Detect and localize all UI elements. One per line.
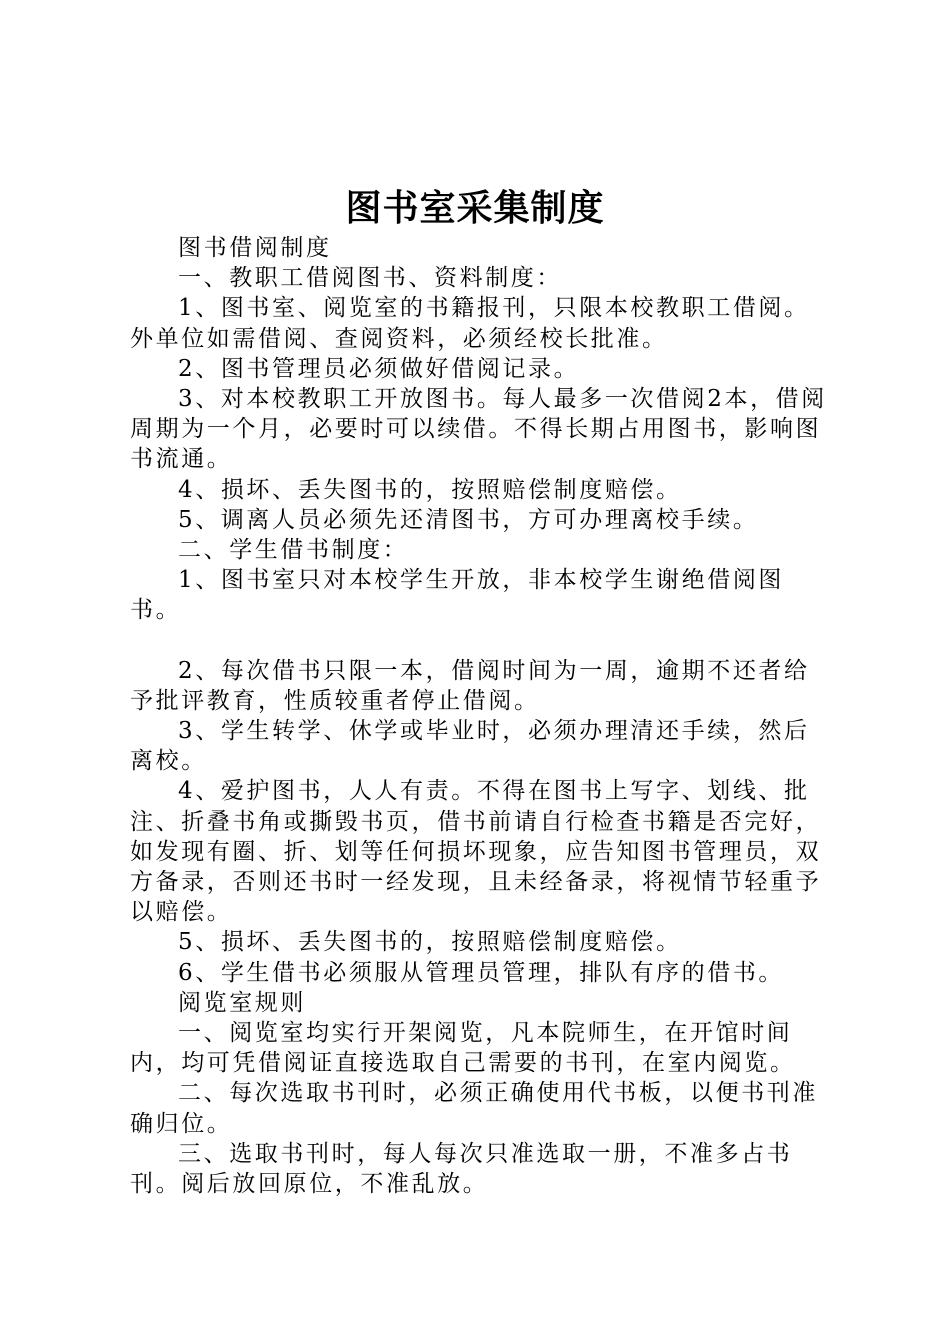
student-rule-6: 6、学生借书必须服从管理员管理，排队有序的借书。 [178,959,785,986]
section-heading-students: 二、学生借书制度： [178,537,409,564]
student-rule-1: 1、图书室只对本校学生开放，非本校学生谢绝借阅图书。 [130,567,785,624]
reading-room-rule-2: 二、每次选取书刊时，必须正确使用代书板，以便书刊准确归位。 [130,1080,818,1137]
reading-room-rule-1: 一、阅览室均实行开架阅览，凡本院师生，在开馆时间内，均可凭借阅证直接选取自己需要的书刊，在室内阅览。 [130,1020,796,1077]
staff-rule-3: 3、对本校教职工开放图书。每人最多一次借阅2本，借阅周期为一个月，必要时可以续借。不得长期占用图书，影响图书流通。 [130,386,827,473]
student-rule-3: 3、学生转学、休学或毕业时，必须办理清还手续，然后离校。 [130,718,810,775]
staff-rule-1: 1、图书室、阅览室的书籍报刊，只限本校教职工借阅。外单位如需借阅、查阅资料，必须经校长批准。 [130,295,810,352]
section-heading-borrowing: 图书借阅制度 [178,235,332,261]
section-heading-staff: 一、教职工借阅图书、资料制度： [178,265,562,292]
student-rule-5: 5、损坏、丢失图书的，按照赔偿制度赔偿。 [178,929,682,956]
document-body [130,233,834,1199]
staff-rule-5: 5、调离人员必须先还清图书，方可办理离校手续。 [178,506,759,533]
reading-room-rule-3: 三、选取书刊时，每人每次只准选取一册，不准多占书刊。阅后放回原位，不准乱放。 [130,1140,793,1198]
document-title: 图书室采集制度 [345,187,605,229]
staff-rule-2: 2、图书管理员必须做好借阅记录。 [178,355,580,382]
student-rule-2: 2、每次借书只限一本，借阅时间为一周，逾期不还者给予批评教育，性质较重者停止借阅。 [130,657,810,714]
section-heading-reading-room: 阅览室规则 [178,989,306,1016]
staff-rule-4: 4、损坏、丢失图书的，按照赔偿制度赔偿。 [178,476,682,503]
student-rule-4: 4、爱护图书，人人有责。不得在图书上写字、划线、批注、折叠书角或撕毁书页，借书前请自行检查书籍是否完好，如发现有圈、折、划等任何损坏现象，应告知图书管理员，双方备录，否则还书时一经发现，且未经备录，将视情节轻重予以赔偿。 [130,778,822,926]
